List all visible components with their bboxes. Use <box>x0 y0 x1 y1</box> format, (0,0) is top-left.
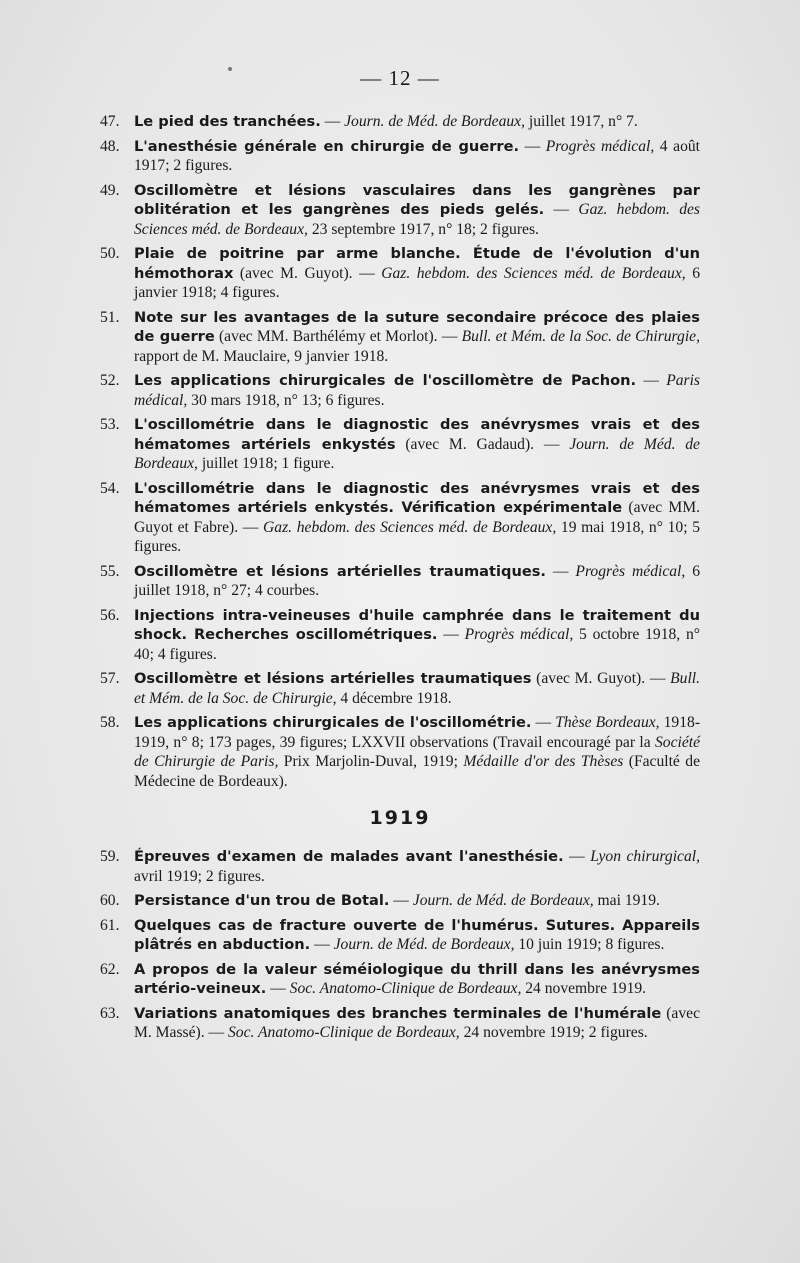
entry-details: Prix Marjolin-Duval, 1919; <box>278 753 464 770</box>
entry-title: Épreuves d'examen de malades avant l'anesthésie. <box>134 848 564 865</box>
entry-journal: Journ. de Méd. de Bordeaux, <box>344 113 525 130</box>
entry-title: Note sur les avantages de la suture secondaire précoce des plaies de guerre <box>134 308 700 345</box>
entry-separator: — <box>437 626 465 643</box>
bibliography-entry <box>100 891 700 911</box>
entry-details: 6 janvier 1918; 4 figures. <box>134 264 700 301</box>
entry-number: 47. <box>100 113 120 130</box>
entry-number: 49. <box>100 181 120 199</box>
entry-separator: — <box>519 137 546 155</box>
entry-details: 24 novembre 1919; 2 figures. <box>459 1024 648 1041</box>
entry-journal: Progrès médical, <box>545 137 655 155</box>
bibliography-entry <box>100 960 700 999</box>
bibliography-entry <box>100 308 700 367</box>
page-number: — 12 — <box>360 66 440 90</box>
entry-details: avril 1919; 2 figures. <box>134 867 265 885</box>
entry-details: juillet 1917, n° 7. <box>525 113 638 130</box>
bibliography-entry <box>100 479 700 557</box>
entry-details: 4 août 1917; 2 figures. <box>134 137 700 174</box>
entry-journal: Soc. Anatomo-Clinique de Bordeaux, <box>289 980 522 997</box>
entry-separator: (avec M. Massé). — <box>134 1004 700 1041</box>
entry-journal: Journ. de Méd. de Bordeaux, <box>412 892 594 909</box>
entry-details: rapport de M. Mauclaire, 9 janvier 1918. <box>134 347 389 365</box>
entry-number: 57. <box>100 670 120 687</box>
entry-number: 63. <box>100 1004 120 1022</box>
bibliography-list <box>100 112 700 1048</box>
entry-separator: — <box>266 980 290 997</box>
entry-number: 55. <box>100 562 120 580</box>
entry-details: 19 mai 1918, n° 10; 5 figures. <box>134 518 700 555</box>
bibliography-entry <box>100 669 700 708</box>
entry-number: 51. <box>100 308 120 326</box>
entry-title: Le pied des tranchées. <box>134 113 321 130</box>
entries-1919 <box>100 847 700 1043</box>
entry-journal: Thèse Bordeaux, <box>555 714 660 731</box>
entry-separator: — <box>320 113 345 130</box>
entry-details: 23 septembre 1917, n° 18; 2 figures. <box>307 220 539 238</box>
entry-title: Oscillomètre et lésions vasculaires dans les gangrènes par oblitération et les gangrènes des pieds gelés. <box>134 181 700 218</box>
entry-details: 24 novembre 1919. <box>521 980 647 997</box>
entry-title: Les applications chirurgicales de l'oscillomètre de Pachon. <box>134 372 637 389</box>
entry-separator: — <box>389 892 413 909</box>
entry-separator: (avec M. Gadaud). — <box>395 435 570 453</box>
entry-number: 53. <box>100 416 120 433</box>
entry-journal: Gaz. hebdom. des Sciences méd. de Bordeaux, <box>263 518 557 536</box>
entry-details: 4 décembre 1918. <box>336 689 452 707</box>
entry-journal: Journ. de Méd. de Bordeaux, <box>333 936 515 953</box>
entry-title: Injections intra-veineuses d'huile camphrée dans le traitement du shock. Recherches oscillométriques. <box>134 606 700 643</box>
entry-journal: Médaille d'or des Thèses <box>463 753 624 770</box>
entry-journal: Gaz. hebdom. des Sciences méd. de Bordeaux, <box>381 264 686 282</box>
bibliography-entry <box>100 1004 700 1043</box>
entry-title: Oscillomètre et lésions artérielles traumatiques. <box>134 562 546 580</box>
entry-title: Oscillomètre et lésions artérielles traumatiques <box>134 670 532 687</box>
entries-1918 <box>100 112 700 791</box>
bibliography-entry <box>100 112 700 132</box>
entry-details: 6 juillet 1918, n° 27; 4 courbes. <box>134 562 701 599</box>
entry-details: juillet 1918; 1 figure. <box>197 455 335 472</box>
entry-details: 5 octobre 1918, n° 40; 4 figures. <box>134 626 700 663</box>
entry-details: 30 mars 1918, n° 13; 6 figures. <box>187 391 385 409</box>
entry-number: 52. <box>100 372 120 389</box>
entry-number: 56. <box>100 606 120 624</box>
entry-title: Variations anatomiques des branches terminales de l'humérale <box>134 1004 662 1022</box>
entry-title: L'oscillométrie dans le diagnostic des anévrysmes vrais et des hématomes artériels enkystés. Vérification expérimentale <box>134 479 700 516</box>
entry-journal: Progrès médical, <box>575 562 686 580</box>
entry-details: 1918-1919, n° 8; 173 pages, 39 figures; LXXVII observations (Travail encouragé par la <box>134 714 701 751</box>
entry-separator: (avec MM. Guyot et Fabre). — <box>134 499 700 536</box>
entry-separator: (avec M. Guyot). — <box>233 264 382 282</box>
bibliography-entry <box>100 847 700 886</box>
entry-details: 10 juin 1919; 8 figures. <box>514 936 665 953</box>
entry-details: (Faculté de Médecine de Bordeaux). <box>134 753 700 790</box>
bibliography-entry <box>100 371 700 410</box>
entry-number: 58. <box>100 714 120 731</box>
entry-journal: Bull. et Mém. de la Soc. de Chirurgie, <box>134 670 701 707</box>
entry-title: Les applications chirurgicales de l'oscillométrie. <box>134 714 532 731</box>
entry-journal: Bull. et Mém. de la Soc. de Chirurgie, <box>461 328 700 345</box>
entry-separator: — <box>310 936 334 953</box>
entry-separator: — <box>545 562 576 580</box>
entry-number: 50. <box>100 245 120 262</box>
entry-number: 62. <box>100 960 120 978</box>
entry-separator: (avec MM. Barthélémy et Morlot). — <box>214 328 462 345</box>
year-heading: 1919 <box>369 807 431 829</box>
entry-title: Persistance d'un trou de Botal. <box>134 892 390 909</box>
entry-number: 60. <box>100 892 120 909</box>
entry-title: Quelques cas de fracture ouverte de l'humérus. Sutures. Appareils plâtrés en abduction. <box>134 916 700 953</box>
bibliography-entry <box>100 562 700 601</box>
entry-journal: Gaz. hebdom. des Sciences méd. de Bordeaux, <box>134 201 700 238</box>
entry-journal: Soc. Anatomo-Clinique de Bordeaux, <box>228 1024 460 1041</box>
entry-number: 61. <box>100 916 120 934</box>
bibliography-entry <box>100 244 700 303</box>
bibliography-entry <box>100 713 700 791</box>
entry-separator: (avec M. Guyot). — <box>531 670 671 687</box>
entry-title: L'oscillométrie dans le diagnostic des anévrysmes vrais et des hématomes artériels enkystés <box>134 416 700 453</box>
bibliography-entry <box>100 916 700 955</box>
entry-separator: — <box>563 848 591 865</box>
entry-title: A propos de la valeur séméiologique du thrill dans les anévrysmes artério-veineux. <box>134 960 700 997</box>
bibliography-entry <box>100 181 700 240</box>
entry-separator: — <box>544 201 579 218</box>
bibliography-entry <box>100 137 700 176</box>
entry-number: 54. <box>100 479 120 497</box>
entry-journal: Progrès médical, <box>464 626 574 643</box>
entry-journal: Journ. de Méd. de Bordeaux, <box>134 435 700 472</box>
entry-title: L'anesthésie générale en chirurgie de guerre. <box>134 137 520 155</box>
entry-title: Plaie de poitrine par arme blanche. Étude de l'évolution d'un hémothorax <box>134 245 700 282</box>
entry-details: mai 1919. <box>593 892 660 909</box>
entry-separator: — <box>531 714 556 731</box>
entry-journal: Société de Chirurgie de Paris, <box>134 733 700 770</box>
entry-journal: Paris médical, <box>134 372 700 409</box>
entry-number: 48. <box>100 137 120 155</box>
bibliography-entry <box>100 415 700 474</box>
entry-journal: Lyon chirurgical, <box>590 848 700 865</box>
bibliography-entry <box>100 606 700 665</box>
entry-number: 59. <box>100 848 120 865</box>
entry-separator: — <box>636 372 667 389</box>
